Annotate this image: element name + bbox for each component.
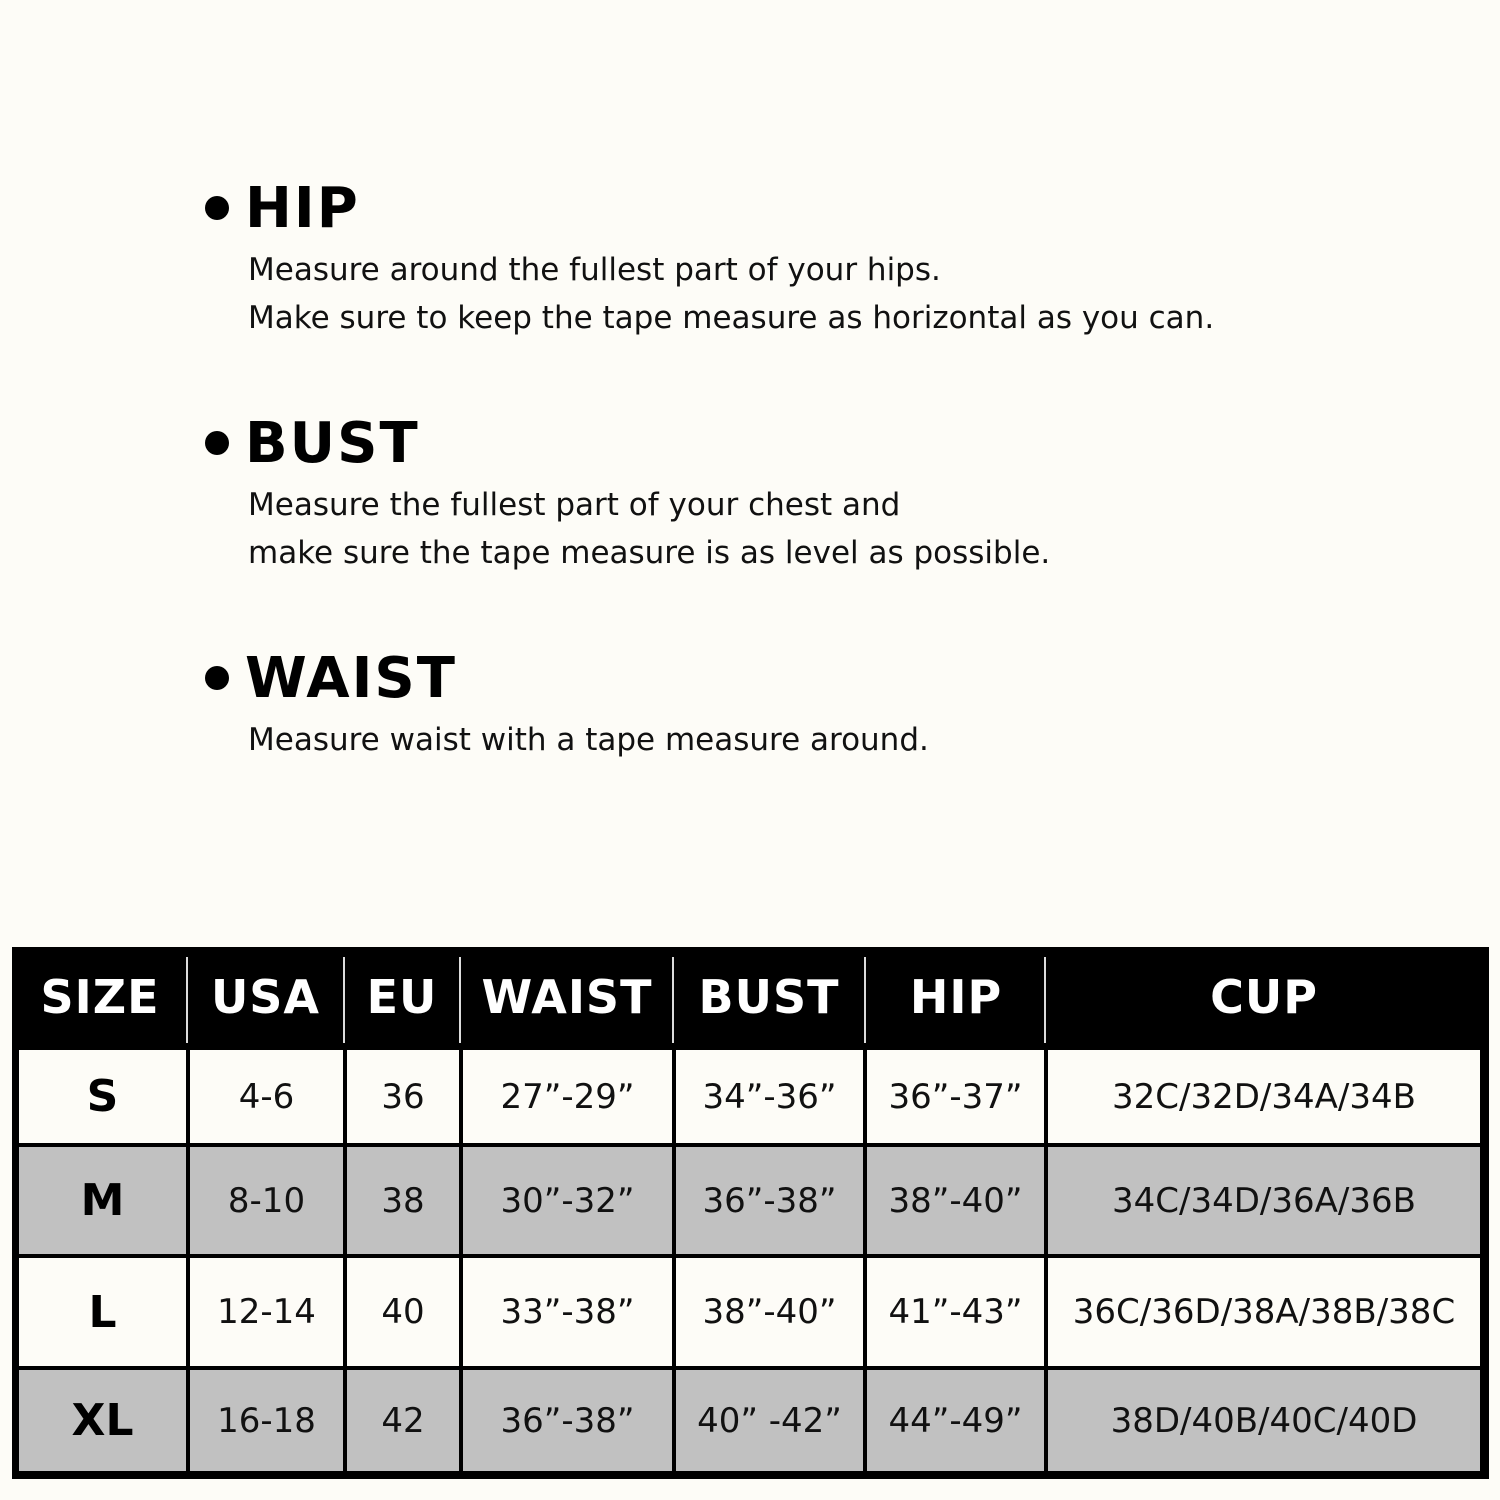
hip-description	[248, 246, 1214, 342]
size-chart-table	[12, 947, 1489, 1479]
bullet-icon	[205, 196, 229, 220]
cell-size: L	[19, 1258, 186, 1366]
cell-eu: 40	[347, 1258, 459, 1366]
bullet-icon	[205, 666, 229, 690]
cell-cup: 32C/32D/34A/34B	[1048, 1050, 1480, 1143]
header-eu: EU	[366, 970, 438, 1024]
cell-bust: 34”-36”	[676, 1050, 863, 1143]
cell-bust: 36”-38”	[676, 1147, 863, 1254]
table-header	[12, 947, 1489, 1047]
bust-heading-text: BUST	[245, 410, 420, 476]
cell-hip: 41”-43”	[867, 1258, 1044, 1366]
cell-eu: 38	[347, 1147, 459, 1254]
cell-waist: 30”-32”	[463, 1147, 672, 1254]
cell-usa: 4-6	[190, 1050, 343, 1143]
cell-bust: 40” -42”	[676, 1370, 863, 1471]
cell-usa: 12-14	[190, 1258, 343, 1366]
cell-usa: 8-10	[190, 1147, 343, 1254]
cell-usa: 16-18	[190, 1370, 343, 1471]
cell-hip: 44”-49”	[867, 1370, 1044, 1471]
cell-cup: 38D/40B/40C/40D	[1048, 1370, 1480, 1471]
hip-line-1: Measure around the fullest part of your hips.	[248, 252, 941, 288]
waist-line-1: Measure waist with a tape measure around.	[248, 722, 929, 758]
waist-section	[205, 645, 929, 764]
cell-bust: 38”-40”	[676, 1258, 863, 1366]
header-size: SIZE	[40, 970, 160, 1024]
header-bust: BUST	[698, 970, 840, 1024]
bust-description	[248, 481, 1050, 577]
cell-size: XL	[19, 1370, 186, 1471]
waist-heading	[205, 645, 929, 711]
hip-line-2: Make sure to keep the tape measure as horizontal as you can.	[248, 300, 1215, 336]
bust-line-2: make sure the tape measure is as level as possible.	[248, 535, 1051, 571]
cell-size: M	[19, 1147, 186, 1254]
table-row	[12, 1258, 1489, 1366]
cell-eu: 36	[347, 1050, 459, 1143]
cell-hip: 36”-37”	[867, 1050, 1044, 1143]
cell-cup: 34C/34D/36A/36B	[1048, 1147, 1480, 1254]
header-waist: WAIST	[481, 970, 653, 1024]
cell-cup: 36C/36D/38A/38B/38C	[1048, 1258, 1480, 1366]
cell-waist: 36”-38”	[463, 1370, 672, 1471]
header-usa: USA	[210, 970, 321, 1024]
hip-heading-text: HIP	[245, 175, 360, 241]
hip-section	[205, 175, 1215, 342]
cell-hip: 38”-40”	[867, 1147, 1044, 1254]
bust-section	[205, 410, 1051, 577]
header-hip: HIP	[909, 970, 1003, 1024]
table-row	[12, 1050, 1489, 1143]
cell-size: S	[19, 1050, 186, 1143]
header-cup: CUP	[1210, 970, 1318, 1024]
waist-heading-text: WAIST	[245, 645, 457, 711]
waist-description	[248, 716, 929, 764]
cell-eu: 42	[347, 1370, 459, 1471]
cell-waist: 33”-38”	[463, 1258, 672, 1366]
hip-heading	[205, 175, 1214, 241]
cell-waist: 27”-29”	[463, 1050, 672, 1143]
table-row	[12, 1147, 1489, 1254]
bullet-icon	[205, 431, 229, 455]
table-row	[12, 1370, 1489, 1471]
bust-line-1: Measure the fullest part of your chest and	[248, 487, 901, 523]
bust-heading	[205, 410, 1050, 476]
